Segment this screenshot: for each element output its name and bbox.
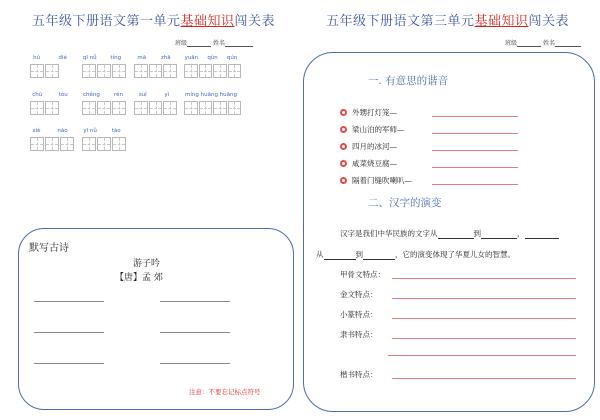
pinyin-syllable: nào [57, 128, 68, 134]
pinyin-group [180, 92, 242, 115]
pinyin-syllable: yī nǜ [83, 128, 97, 134]
char-cell[interactable] [149, 101, 163, 115]
bullet-icon [340, 109, 347, 116]
right-class-blank[interactable] [517, 40, 541, 47]
char-cell[interactable] [82, 101, 96, 115]
pinyin-syllable: qún [207, 55, 218, 61]
char-cell[interactable] [97, 64, 111, 78]
answer-line[interactable] [432, 133, 518, 134]
right-title-highlight: 基础知识 [474, 14, 529, 29]
left-name-blank[interactable] [225, 40, 253, 47]
evolution-sentence-a: 汉字是我们中华民族的文字从 到 ， [340, 228, 559, 239]
char-cell[interactable] [30, 137, 44, 151]
pinyin-syllable: tóu [58, 92, 68, 98]
answer-line[interactable] [432, 150, 518, 151]
left-class-blank[interactable] [187, 40, 211, 47]
answer-line[interactable] [392, 378, 576, 379]
char-cell[interactable] [163, 64, 177, 78]
char-cell[interactable] [163, 101, 177, 115]
pinyin-syllable: dié [58, 55, 67, 61]
char-cell[interactable] [213, 101, 227, 115]
char-cell[interactable] [30, 64, 44, 78]
pinyin-syllable: yuān [184, 55, 199, 61]
poem-title: 游子吟 [133, 259, 161, 269]
poem-box [18, 228, 294, 410]
left-name-label: 姓名 [212, 40, 225, 47]
pinyin-syllable: míng huāng huāng [185, 92, 237, 98]
poem-heading: 默写古诗 [29, 243, 69, 254]
char-cell[interactable] [82, 137, 96, 151]
right-page-title: 五年级下册语文第三单元基础知识闯关表 [326, 14, 570, 29]
char-cell[interactable] [228, 101, 242, 115]
char-cell[interactable] [112, 64, 126, 78]
poem-author: 【唐】孟 郊 [115, 273, 163, 283]
blank[interactable] [363, 252, 395, 260]
char-cell[interactable] [97, 101, 111, 115]
pinyin-syllable: qún [226, 55, 238, 61]
bullet-icon [340, 177, 347, 184]
char-cell[interactable] [184, 64, 198, 78]
char-cell[interactable] [134, 64, 148, 78]
answer-line[interactable] [392, 298, 576, 299]
answer-line[interactable] [392, 318, 576, 319]
char-cell[interactable] [112, 101, 126, 115]
blank[interactable] [481, 231, 517, 239]
pinyin-syllable: tào [111, 128, 121, 134]
poem-note: 注意：不要忘记标点符号 [189, 388, 261, 396]
feature-label: 楷书特点： [340, 370, 378, 379]
poem-line[interactable] [34, 332, 104, 333]
pinyin-syllable: zhā [160, 55, 171, 61]
blank[interactable] [525, 231, 559, 239]
right-student-info [505, 38, 581, 47]
bullet-icon [340, 160, 347, 167]
char-cell[interactable] [149, 64, 163, 78]
bullet-icon [340, 143, 347, 150]
left-page-title: 五年级下册语文第一单元基础知识闯关表 [32, 14, 276, 29]
char-cell[interactable] [82, 64, 96, 78]
feature-label: 隶书特点： [340, 330, 378, 339]
homophone-item: 咸菜烧豆腐— [352, 159, 397, 168]
pinyin-group [76, 55, 128, 78]
answer-line[interactable] [432, 167, 518, 168]
char-cell[interactable] [45, 64, 59, 78]
bullet-icon [340, 126, 347, 133]
right-name-blank[interactable] [555, 40, 581, 47]
homophone-item: 隔着门缝吹喇叭— [352, 176, 412, 185]
char-cell[interactable] [213, 64, 227, 78]
char-cell[interactable] [112, 137, 126, 151]
answer-line[interactable] [432, 116, 518, 117]
poem-line[interactable] [160, 363, 230, 364]
answer-line[interactable] [392, 278, 576, 279]
right-content-box [303, 52, 595, 412]
pinyin-group [130, 92, 178, 115]
pinyin-syllable: hú [33, 55, 41, 61]
pinyin-group [24, 55, 76, 78]
pinyin-group [180, 55, 242, 78]
char-cell[interactable] [228, 64, 242, 78]
blank[interactable] [438, 231, 474, 239]
section-evolution-heading: 二、汉字的演变 [368, 197, 442, 209]
char-cell[interactable] [134, 101, 148, 115]
answer-line[interactable] [392, 338, 576, 339]
homophone-item: 四月的冰河— [352, 142, 397, 151]
pinyin-group [24, 92, 76, 115]
pinyin-group [130, 55, 178, 78]
homophone-item: 外甥打灯笼— [352, 108, 397, 117]
left-title-highlight: 基础知识 [180, 14, 235, 29]
feature-label: 甲骨文特点： [340, 270, 385, 279]
char-cell[interactable] [97, 137, 111, 151]
answer-line[interactable] [432, 184, 518, 185]
pinyin-syllable: rén [113, 92, 123, 98]
homophone-item: 梁山泊的军师— [352, 125, 405, 134]
pinyin-syllable: qī nǚ [82, 55, 97, 61]
feature-label: 小篆特点： [340, 310, 378, 319]
pinyin-syllable: suī [138, 92, 147, 98]
pinyin-syllable: mā [137, 55, 147, 61]
pinyin-syllable: xiè [32, 128, 41, 134]
right-name-label: 姓名 [542, 40, 555, 47]
pinyin-syllable: chéng [83, 92, 100, 98]
char-cell[interactable] [199, 101, 213, 115]
feature-label: 金文特点： [340, 290, 378, 299]
pinyin-syllable: chú [32, 92, 43, 98]
right-class-label: 班级 [505, 40, 518, 47]
left-class-label: 班级 [175, 40, 188, 47]
poem-line[interactable] [34, 301, 104, 302]
poem-line[interactable] [160, 301, 230, 302]
poem-line[interactable] [160, 332, 230, 333]
char-cell[interactable] [30, 101, 44, 115]
pinyin-group [24, 128, 76, 151]
char-cell[interactable] [45, 137, 59, 151]
pinyin-group [76, 128, 128, 151]
poem-line[interactable] [34, 363, 104, 364]
char-cell[interactable] [184, 101, 198, 115]
char-cell[interactable] [45, 101, 59, 115]
pinyin-group [76, 92, 130, 115]
pinyin-syllable: tíng [110, 55, 122, 61]
char-cell[interactable] [60, 137, 74, 151]
left-student-info [175, 38, 253, 47]
blank[interactable] [324, 252, 356, 260]
pinyin-syllable: yì [164, 92, 170, 98]
section-homophone-heading: 一. 有意思的谐音 [368, 75, 449, 87]
answer-line[interactable] [388, 355, 576, 356]
char-cell[interactable] [199, 64, 213, 78]
evolution-sentence-b: 从 到 ，它的演变体现了华夏儿女的智慧。 [316, 250, 515, 259]
